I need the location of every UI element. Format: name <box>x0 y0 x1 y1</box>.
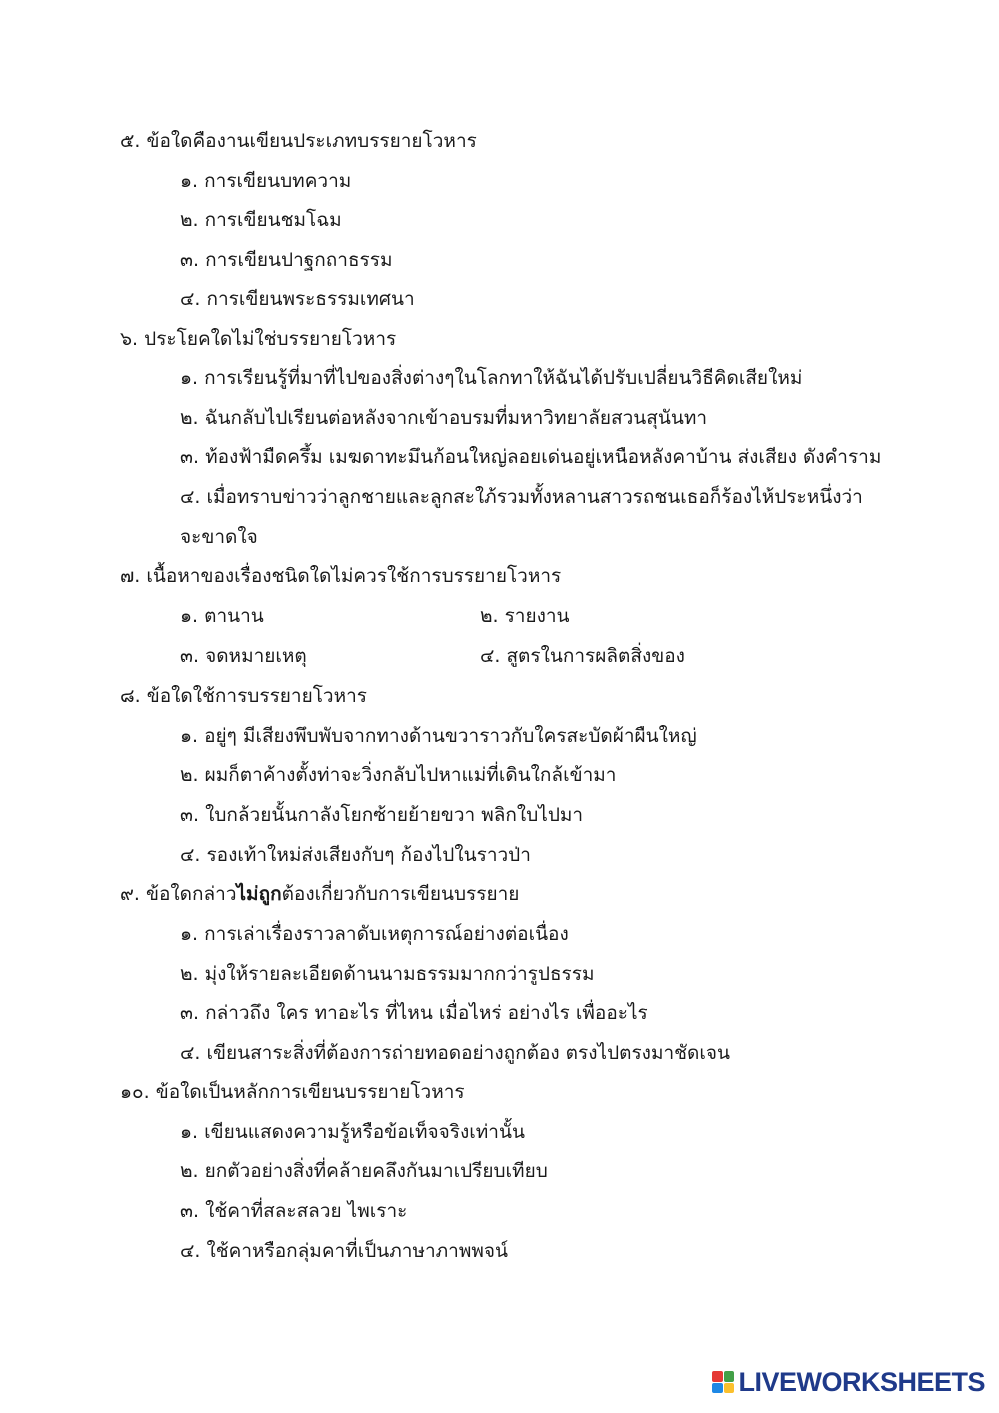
question-8-option-1: ๑. อยู่ๆ มีเสียงพึบพับจากทางด้านขวาราวกับใครสะบัดผ้าผืนใหญ่ <box>180 725 697 747</box>
question-5-option-1: ๑. การเขียนบทความ <box>180 170 352 192</box>
question-8-option-2: ๒. ผมก็ตาค้างตั้งท่าจะวิ่งกลับไปหาแม่ที่เดินใกล้เข้ามา <box>180 764 617 786</box>
question-9-title <box>120 881 519 907</box>
question-8-option-4: ๔. รองเท้าใหม่ส่งเสียงกับๆ ก้องไปในราวป่า <box>180 844 531 866</box>
logo-text: LIVEWORKSHEETS <box>738 1366 985 1397</box>
liveworksheets-logo-icon <box>712 1371 734 1393</box>
question-7-option-4: ๔. สูตรในการผลิตสิ่งของ <box>480 645 685 667</box>
question-9-option-3: ๓. กล่าวถึง ใคร ทาอะไร ที่ไหน เมื่อไหร่ อย่างไร เพื่ออะไร <box>180 1002 648 1024</box>
logo-square-blue <box>712 1383 723 1394</box>
question-6-option-4: ๔. เมื่อทราบข่าวว่าลูกชายและลูกสะใภ้รวมทั้งหลานสาวรถชนเธอก็ร้องไห้ประหนึ่งว่าจะขาดใจ <box>180 486 863 548</box>
question-7-option-3: ๓. จดหมายเหตุ <box>180 645 307 667</box>
question-6-option-2: ๒. ฉันกลับไปเรียนต่อหลังจากเข้าอบรมที่มหาวิทยาลัยสวนสุนันทา <box>180 407 708 429</box>
question-9-title-end: ต้องเกี่ยวกับการเขียนบรรยาย <box>281 883 520 905</box>
question-9-title-emphasis: ไม่ถูก <box>236 883 282 905</box>
logo-square-green <box>724 1371 735 1382</box>
question-5-option-2: ๒. การเขียนชมโฉม <box>180 209 342 231</box>
logo-square-yellow <box>724 1383 735 1394</box>
question-6-title: ๖. ประโยคใดไม่ใช่บรรยายโวหาร <box>120 328 397 350</box>
question-9-title-start: ๙. ข้อใดกล่าว <box>120 883 237 905</box>
question-7-option-2: ๒. รายงาน <box>480 605 570 627</box>
question-5-option-4: ๔. การเขียนพระธรรมเทศนา <box>180 288 415 310</box>
liveworksheets-logo[interactable] <box>712 1367 985 1397</box>
question-8-option-3: ๓. ใบกล้วยนั้นกาลังโยกซ้ายย้ายขวา พลิกใบไปมา <box>180 804 584 826</box>
logo-square-red <box>712 1371 723 1382</box>
question-10-option-4: ๔. ใช้คาหรือกลุ่มคาที่เป็นภาษาภาพพจน์ <box>180 1240 509 1262</box>
question-10-option-3: ๓. ใช้คาที่สละสลวย ไพเราะ <box>180 1200 408 1222</box>
question-7-title: ๗. เนื้อหาของเรื่องชนิดใดไม่ควรใช้การบรรยายโวหาร <box>120 565 562 587</box>
question-7-option-1: ๑. ตานาน <box>180 605 264 627</box>
question-5-title: ๕. ข้อใดคืองานเขียนประเภทบรรยายโวหาร <box>120 130 477 152</box>
question-10-title: ๑๐. ข้อใดเป็นหลักการเขียนบรรยายโวหาร <box>120 1081 465 1103</box>
question-6-option-1: ๑. การเรียนรู้ที่มาที่ไปของสิ่งต่างๆในโลกทาให้ฉันได้ปรับเปลี่ยนวิธีคิดเสียใหม่ <box>180 367 803 389</box>
question-6-option-3: ๓. ท้องฟ้ามืดครึ้ม เมฆดาทะมึนก้อนใหญ่ลอยเด่นอยู่เหนือหลังคาบ้าน ส่งเสียง ดังคำราม <box>180 446 882 468</box>
question-10-option-2: ๒. ยกตัวอย่างสิ่งที่คล้ายคลึงกันมาเปรียบเทียบ <box>180 1160 548 1182</box>
question-9-option-4: ๔. เขียนสาระสิ่งที่ต้องการถ่ายทอดอย่างถูกต้อง ตรงไปตรงมาชัดเจน <box>180 1042 730 1064</box>
question-5-option-3: ๓. การเขียนปาฐกถาธรรม <box>180 249 393 271</box>
question-9-option-1: ๑. การเล่าเรื่องราวลาดับเหตุการณ์อย่างต่อเนื่อง <box>180 923 569 945</box>
question-10-option-1: ๑. เขียนแสดงความรู้หรือข้อเท็จจริงเท่านั้น <box>180 1121 525 1143</box>
question-9-option-2: ๒. มุ่งให้รายละเอียดด้านนามธรรมมากกว่ารูปธรรม <box>180 963 595 985</box>
question-8-title: ๘. ข้อใดใช้การบรรยายโวหาร <box>120 685 367 707</box>
